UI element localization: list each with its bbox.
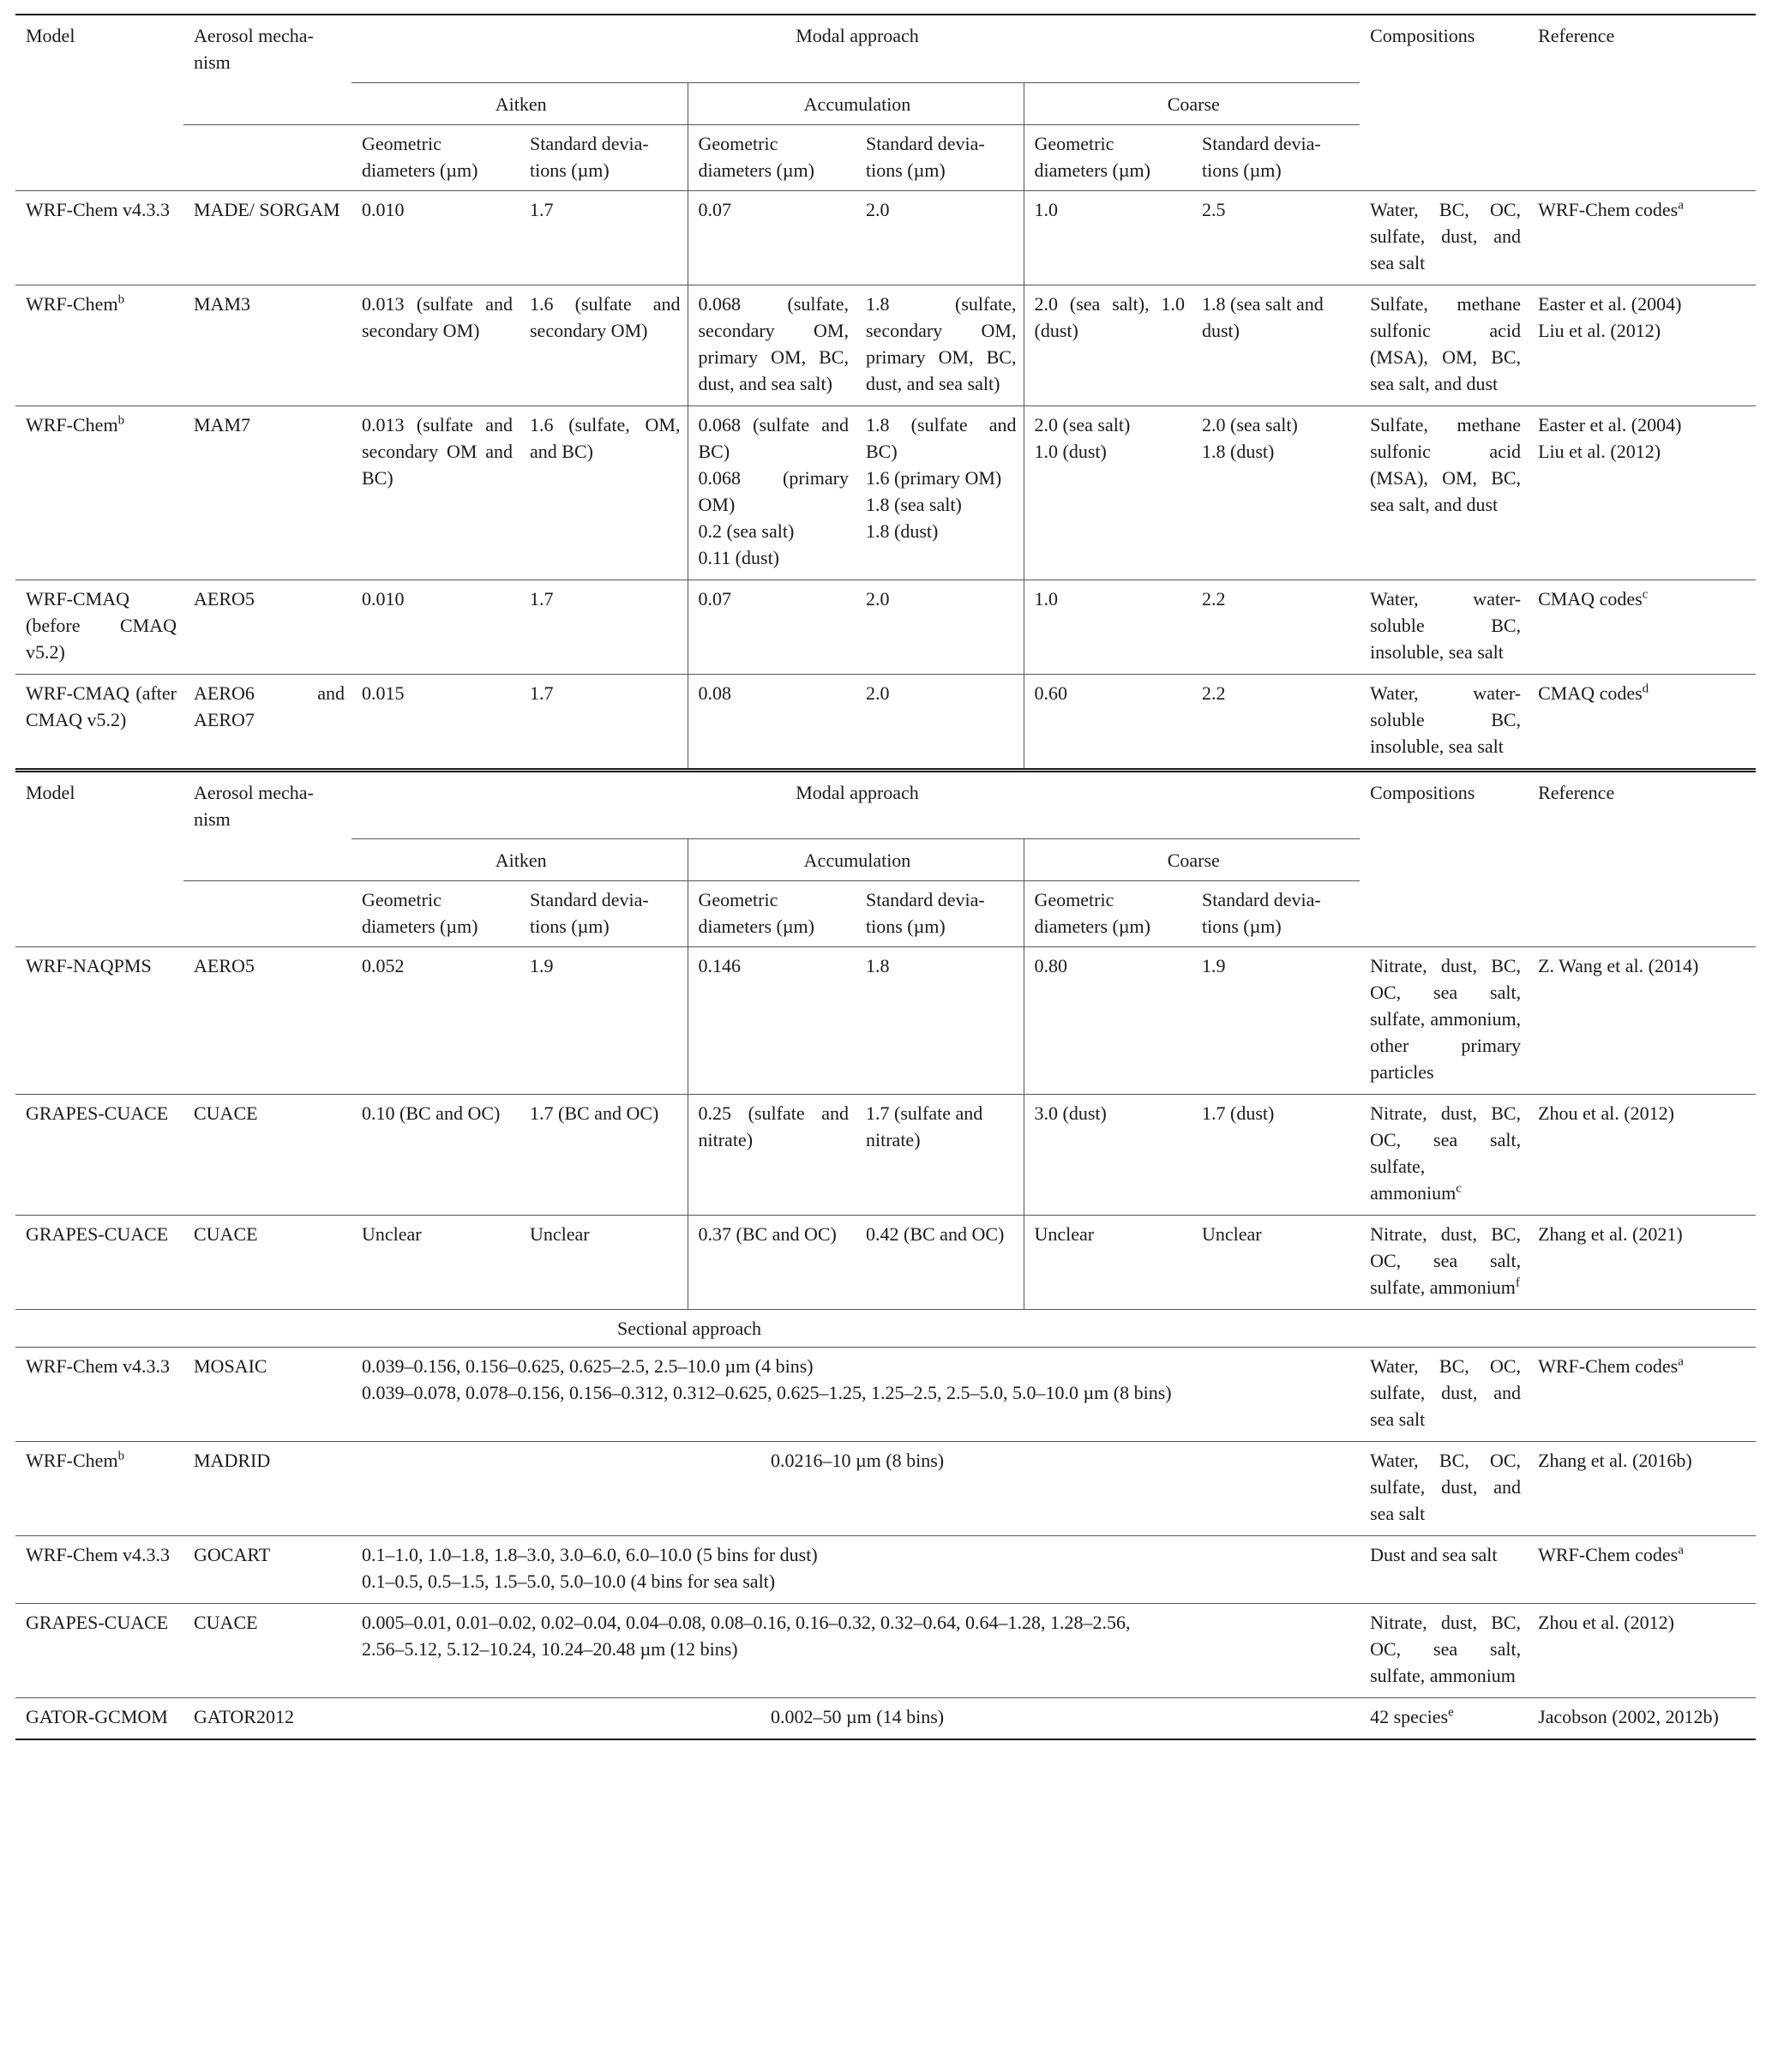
bins-line: 0.1–1.0, 1.0–1.8, 1.8–3.0, 3.0–6.0, 6.0–10.0 (5 bins for dust) [362,1544,818,1565]
cell-model: GATOR-GCMOM [15,1698,183,1740]
cell-mech: CUACE [183,1604,351,1698]
bins-line: 0.039–0.156, 0.156–0.625, 0.625–2.5, 2.5–10.0 µm (4 bins) [362,1355,814,1377]
cell-mech: CUACE [183,1095,351,1216]
cell-reference [1528,674,1756,770]
cell-reference [1528,1536,1756,1604]
value-line: 2.0 (sea salt) [1202,413,1298,435]
header-aitken: Aitken [351,839,688,881]
reference-text: CMAQ codes [1538,682,1643,704]
table-row [15,1095,1756,1216]
value-line: 1.8 (dust) [866,520,939,542]
footnote-mark: b [117,413,125,428]
cell-coarse-geo: 2.0 (sea salt), 1.0 (dust) [1024,285,1192,405]
cell-model: WRF-Chem v4.3.3 [15,1536,183,1604]
value-line: 1.8 (dust) [1202,440,1275,462]
reference-line: Liu et al. (2012) [1538,319,1661,341]
composition-text: 42 species [1370,1706,1449,1727]
cell-compositions: Water, BC, OC, sulfate, dust, and sea salt [1360,1348,1528,1442]
footnote-mark: d [1642,682,1649,696]
value-line: 2.0 (sea salt) [1034,413,1131,435]
cell-model: WRF-Chem v4.3.3 [15,1348,183,1442]
table-row [15,1442,1756,1536]
model-text: WRF-Chem [26,413,118,435]
table-row [15,285,1756,405]
cell-reference: Jacobson (2002, 2012b) [1528,1698,1756,1740]
cell-model: WRF-CMAQ (after CMAQ v5.2) [26,682,177,730]
header-aitken-std: Standard devia-tions (µm) [520,881,688,947]
header-compositions: Compositions [1360,15,1528,124]
table-row [15,190,1756,285]
cell-mech: MADRID [183,1442,351,1536]
header-row-3 [15,124,1756,190]
cell-accum-std: 0.42 (BC and OC) [856,1216,1024,1310]
cell-accum-geo [688,405,856,580]
cell-model: WRF-Chem v4.3.3 [15,190,183,285]
cell-bins [351,1348,1360,1442]
header-row-1-repeat [15,770,1756,839]
header-coarse-std: Standard devia-tions (µm) [1192,881,1360,947]
table-row [15,674,1756,770]
composition-text: Nitrate, dust, BC, OC, sea salt, sulfate, ammonium [1370,1223,1522,1298]
value-line: 0.068 (primary OM) [698,466,849,515]
cell-mech: GATOR2012 [183,1698,351,1740]
header-reference: Reference [1528,15,1756,124]
header-coarse-geo: Geometric diameters (µm) [1024,124,1192,190]
value-line: 1.8 (sulfate and BC) [866,413,1017,462]
cell-mech: AERO5 [183,580,351,674]
cell-mech: MAM7 [183,405,351,580]
cell-compositions: Nitrate, dust, BC, OC, sea salt, sulfate, ammonium [1360,1604,1528,1698]
header-model: Model [15,770,183,881]
cell-reference: Zhang et al. (2016b) [1528,1442,1756,1536]
header-coarse: Coarse [1024,82,1360,124]
cell-bins: 0.0216–10 µm (8 bins) [351,1442,1360,1536]
table-row [15,1604,1756,1698]
table-row [15,1536,1756,1604]
cell-coarse-std: 1.7 (dust) [1192,1095,1360,1216]
cell-aitken-geo: Unclear [351,1216,520,1310]
cell-aitken-std: 1.7 [520,190,688,285]
reference-line: Liu et al. (2012) [1538,440,1661,462]
cell-coarse-std: 1.9 [1192,947,1360,1095]
header-aitken-geo: Geometric diameters (µm) [351,124,520,190]
cell-model [15,1442,183,1536]
header-aitken: Aitken [351,82,688,124]
bins-line: 2.56–5.12, 5.12–10.24, 10.24–20.48 µm (12 bins) [362,1638,738,1660]
cell-aitken-std: Unclear [520,1216,688,1310]
reference-text: WRF-Chem codes [1538,198,1679,220]
value-line: 1.0 (dust) [1034,440,1107,462]
footnote-mark: c [1642,587,1649,602]
cell-mech: MADE/ SORGAM [183,190,351,285]
cell-coarse-geo: 0.60 [1024,674,1192,770]
header-coarse-std: Standard devia-tions (µm) [1192,124,1360,190]
cell-coarse-std: 2.2 [1192,580,1360,674]
reference-text: WRF-Chem codes [1538,1355,1679,1377]
cell-aitken-std: 1.9 [520,947,688,1095]
header-aitken-geo: Geometric diameters (µm) [351,881,520,947]
cell-aitken-geo: 0.052 [351,947,520,1095]
cell-reference [1528,580,1756,674]
cell-bins: 0.002–50 µm (14 bins) [351,1698,1360,1740]
cell-bins [351,1536,1360,1604]
cell-reference: Z. Wang et al. (2014) [1528,947,1756,1095]
cell-coarse-geo: 1.0 [1024,580,1192,674]
cell-accum-geo: 0.07 [688,190,856,285]
reference-text: WRF-Chem codes [1538,1544,1679,1565]
table-row [15,947,1756,1095]
cell-aitken-std: 1.6 (sulfate, OM, and BC) [520,405,688,580]
section-heading-row [15,1310,1756,1348]
cell-model [15,285,183,405]
cell-coarse-geo [1024,405,1192,580]
cell-mech: AERO5 [183,947,351,1095]
cell-compositions [1360,1216,1528,1310]
cell-coarse-geo: 0.80 [1024,947,1192,1095]
cell-accum-std [856,405,1024,580]
cell-compositions: Water, water-soluble BC, insoluble, sea salt [1370,682,1522,757]
cell-reference [1528,405,1756,580]
cell-mech: GOCART [183,1536,351,1604]
cell-compositions: Sulfate, methane sulfonic acid (MSA), OM, BC, sea salt, and dust [1360,405,1528,580]
value-line: 0.2 (sea salt) [698,520,795,542]
header-modal: Modal approach [351,15,1360,82]
cell-reference [1528,285,1756,405]
cell-accum-std: 2.0 [866,682,890,704]
aerosol-mechanism-table [15,14,1756,1740]
cell-aitken-std: 1.7 (BC and OC) [520,1095,688,1216]
cell-coarse-geo: 1.0 [1024,190,1192,285]
header-aerosol: Aerosol mecha-nism [183,770,351,839]
cell-aitken-geo: 0.015 [362,682,405,704]
header-modal: Modal approach [351,770,1360,839]
cell-mech: CUACE [183,1216,351,1310]
cell-accum-geo: 0.08 [688,674,856,770]
cell-accum-std: 1.8 [856,947,1024,1095]
header-model: Model [15,15,183,124]
cell-aitken-geo: 0.10 (BC and OC) [351,1095,520,1216]
cell-bins [351,1604,1360,1698]
cell-compositions [1360,1698,1528,1740]
header-accum-geo: Geometric diameters (µm) [688,124,856,190]
table-row [15,1348,1756,1442]
cell-reference: Zhang et al. (2021) [1528,1216,1756,1310]
table-row [15,1216,1756,1310]
footnote-mark: a [1678,1354,1684,1369]
cell-aitken-std: 1.6 (sulfate and secondary OM) [520,285,688,405]
cell-compositions: Sulfate, methane sulfonic acid (MSA), OM, BC, sea salt, and dust [1360,285,1528,405]
cell-reference [1528,1348,1756,1442]
footnote-mark: b [117,1449,125,1463]
header-compositions: Compositions [1360,770,1528,881]
cell-accum-std: 2.0 [856,190,1024,285]
value-line: 0.11 (dust) [698,546,780,568]
cell-accum-geo: 0.07 [688,580,856,674]
value-line: 1.8 (sea salt) [866,493,962,515]
header-aerosol: Aerosol mecha-nism [183,15,351,82]
cell-mech: MOSAIC [183,1348,351,1442]
cell-aitken-geo: 0.013 (sulfate and secondary OM and BC) [351,405,520,580]
header-accumulation: Accumulation [688,839,1024,881]
cell-compositions: Nitrate, dust, BC, OC, sea salt, sulfate, ammonium, other primary particles [1360,947,1528,1095]
cell-aitken-geo: 0.013 (sulfate and secondary OM) [351,285,520,405]
cell-accum-geo: 0.146 [688,947,856,1095]
cell-reference: Zhou et al. (2012) [1528,1095,1756,1216]
header-row-3-repeat [15,881,1756,947]
header-coarse-geo: Geometric diameters (µm) [1024,881,1192,947]
cell-model: WRF-NAQPMS [15,947,183,1095]
cell-aitken-std: 1.7 [520,580,688,674]
cell-model [15,405,183,580]
cell-model: GRAPES-CUACE [15,1095,183,1216]
cell-mech: AERO6 and AERO7 [194,682,345,730]
cell-compositions: Water, BC, OC, sulfate, dust, and sea salt [1360,1442,1528,1536]
cell-compositions: Water, BC, OC, sulfate, dust, and sea salt [1360,190,1528,285]
reference-line: Easter et al. (2004) [1538,413,1682,435]
cell-coarse-geo: Unclear [1024,1216,1192,1310]
cell-model: WRF-CMAQ (before CMAQ v5.2) [15,580,183,674]
header-reference: Reference [1528,770,1756,881]
footnote-mark: c [1456,1181,1462,1196]
cell-aitken-geo: 0.010 [351,580,520,674]
header-aitken-std: Standard devia-tions (µm) [520,124,688,190]
cell-accum-std: 2.0 [856,580,1024,674]
composition-text: Nitrate, dust, BC, OC, sea salt, sulfate, ammonium [1370,1102,1522,1204]
cell-reference: Zhou et al. (2012) [1528,1604,1756,1698]
cell-accum-geo: 0.068 (sulfate, secondary OM, primary OM, BC, dust, and sea salt) [688,285,856,405]
model-text: WRF-Chem [26,292,118,315]
cell-model: GRAPES-CUACE [15,1216,183,1310]
bins-line: 0.1–0.5, 0.5–1.5, 1.5–5.0, 5.0–10.0 (4 bins for sea salt) [362,1571,776,1592]
cell-mech: MAM3 [183,285,351,405]
footnote-mark: a [1678,1543,1684,1558]
cell-compositions: Dust and sea salt [1360,1536,1528,1604]
header-accum-std: Standard devia-tions (µm) [856,124,1024,190]
header-coarse: Coarse [1024,839,1360,881]
footnote-mark: b [117,292,125,307]
section-sectional-approach: Sectional approach [15,1310,1360,1348]
model-text: WRF-Chem [26,1450,118,1471]
bins-line: 0.005–0.01, 0.01–0.02, 0.02–0.04, 0.04–0.08, 0.08–0.16, 0.16–0.32, 0.32–0.64, 0.64–1.28, 1.28–2.56, [362,1612,1131,1633]
cell-coarse-std: 2.5 [1192,190,1360,285]
reference-text: CMAQ codes [1538,587,1643,610]
cell-accum-std: 1.7 (sulfate and nitrate) [856,1095,1024,1216]
footnote-mark: f [1515,1276,1520,1290]
footnote-mark: a [1678,198,1684,213]
header-row-1 [15,15,1756,82]
bins-line: 0.039–0.078, 0.078–0.156, 0.156–0.312, 0.312–0.625, 0.625–1.25, 1.25–2.5, 2.5–5.0, 5.0–10.0 µm (8 bins) [362,1382,1172,1403]
table-row [15,1698,1756,1740]
cell-aitken-std: 1.7 [530,682,554,704]
cell-coarse-std [1192,405,1360,580]
cell-accum-std: 1.8 (sulfate, secondary OM, primary OM, BC, dust, and sea salt) [856,285,1024,405]
table-document [15,14,1756,1740]
cell-compositions [1360,1095,1528,1216]
cell-coarse-std: 1.8 (sea salt and dust) [1192,285,1360,405]
cell-accum-geo: 0.37 (BC and OC) [688,1216,856,1310]
cell-aitken-geo: 0.010 [351,190,520,285]
table-row [15,405,1756,580]
cell-model: GRAPES-CUACE [15,1604,183,1698]
header-accum-std: Standard devia-tions (µm) [856,881,1024,947]
header-accumulation: Accumulation [688,82,1024,124]
footnote-mark: e [1448,1705,1454,1720]
cell-reference [1528,190,1756,285]
cell-coarse-std: 2.2 [1202,682,1226,704]
table-row [15,580,1756,674]
cell-coarse-std: Unclear [1192,1216,1360,1310]
header-accum-geo: Geometric diameters (µm) [688,881,856,947]
cell-compositions: Water, water-soluble BC, insoluble, sea salt [1360,580,1528,674]
value-line: 0.068 (sulfate and BC) [698,413,849,462]
value-line: 1.6 (primary OM) [866,466,1002,489]
reference-line: Easter et al. (2004) [1538,292,1682,315]
cell-coarse-geo: 3.0 (dust) [1024,1095,1192,1216]
cell-accum-geo: 0.25 (sulfate and nitrate) [688,1095,856,1216]
